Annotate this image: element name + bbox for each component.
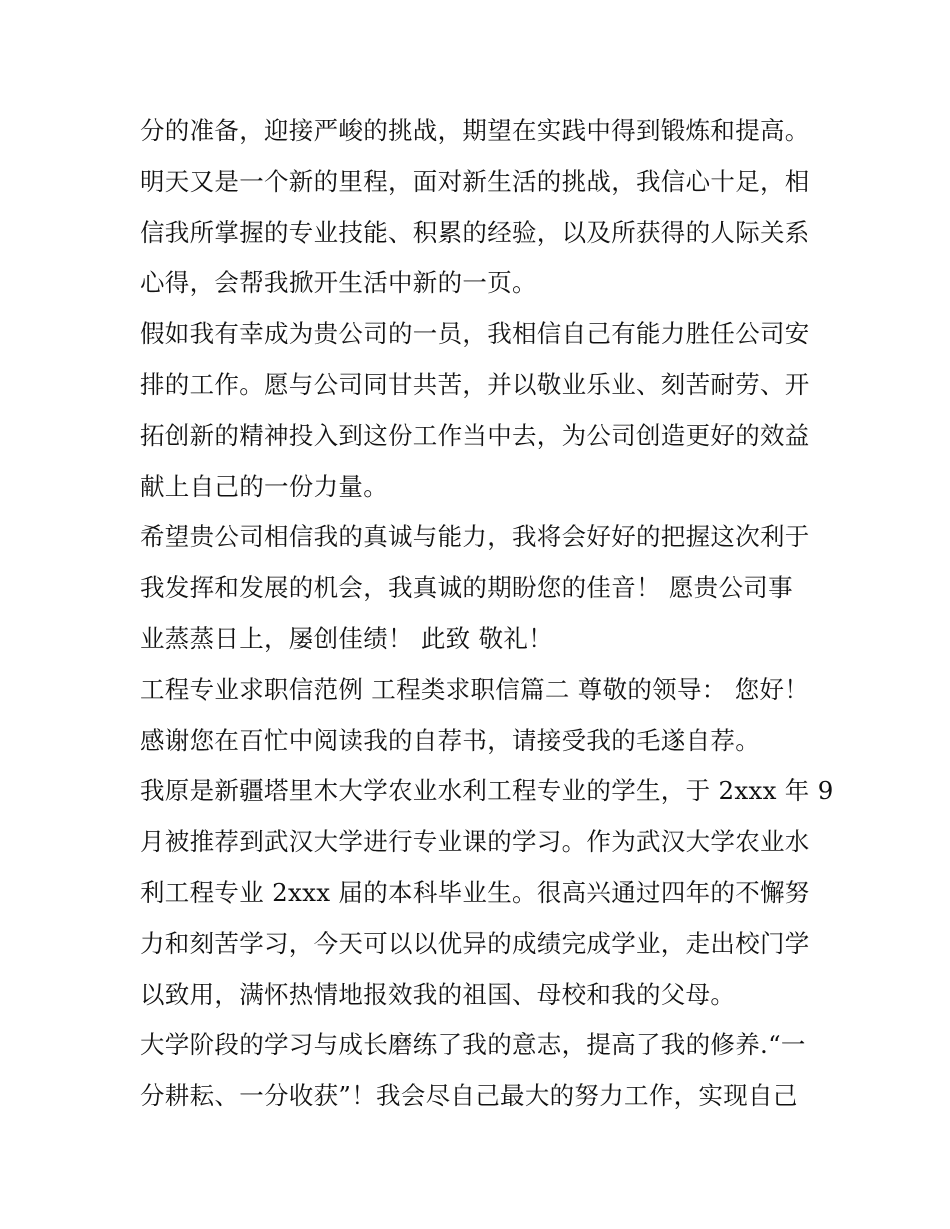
text-line: 月被推荐到武汉大学进行专业课的学习。作为武汉大学农业水	[140, 827, 810, 857]
text-line: 工程专业求职信范例 工程类求职信篇二 尊敬的领导： 您好！	[140, 674, 810, 704]
text-line: 明天又是一个新的里程，面对新生活的挑战，我信心十足，相	[140, 166, 810, 196]
cover-letter-body	[140, 106, 834, 1122]
text-line: 感谢您在百忙中阅读我的自荐书，请接受我的毛遂自荐。	[140, 725, 760, 755]
text-line: 拓创新的精神投入到这份工作当中去，为公司创造更好的效益	[140, 420, 810, 450]
text-line: 排的工作。愿与公司同甘共苦，并以敬业乐业、刻苦耐劳、开	[140, 369, 810, 399]
text-line: 我原是新疆塔里木大学农业水利工程专业的学生，于 2xxx 年 9	[140, 776, 834, 806]
text-line: 希望贵公司相信我的真诚与能力，我将会好好的把握这次利于	[140, 522, 810, 552]
text-line: 分耕耘、一分收获”！我会尽自己最大的努力工作，实现自己	[140, 1081, 798, 1111]
text-line: 献上自己的一份力量。	[140, 471, 388, 501]
text-line: 业蒸蒸日上，屡创佳绩！ 此致 敬礼！	[140, 623, 553, 653]
text-line: 利工程专业 2xxx 届的本科毕业生。很高兴通过四年的不懈努	[140, 877, 810, 907]
text-line: 信我所掌握的专业技能、积累的经验，以及所获得的人际关系	[140, 217, 810, 247]
text-line: 我发挥和发展的机会，我真诚的期盼您的佳音！ 愿贵公司事	[140, 573, 793, 603]
text-line: 假如我有幸成为贵公司的一员，我相信自己有能力胜任公司安	[140, 319, 810, 349]
text-line: 力和刻苦学习，今天可以以优异的成绩完成学业，走出校门学	[140, 928, 810, 958]
text-line: 分的准备，迎接严峻的挑战，期望在实践中得到锻炼和提高。	[140, 116, 810, 145]
text-line: 心得，会帮我掀开生活中新的一页。	[140, 268, 537, 298]
text-line: 大学阶段的学习与成长磨练了我的意志，提高了我的修养.“一	[140, 1030, 806, 1060]
text-line: 以致用，满怀热情地报效我的祖国、母校和我的父母。	[140, 979, 736, 1009]
